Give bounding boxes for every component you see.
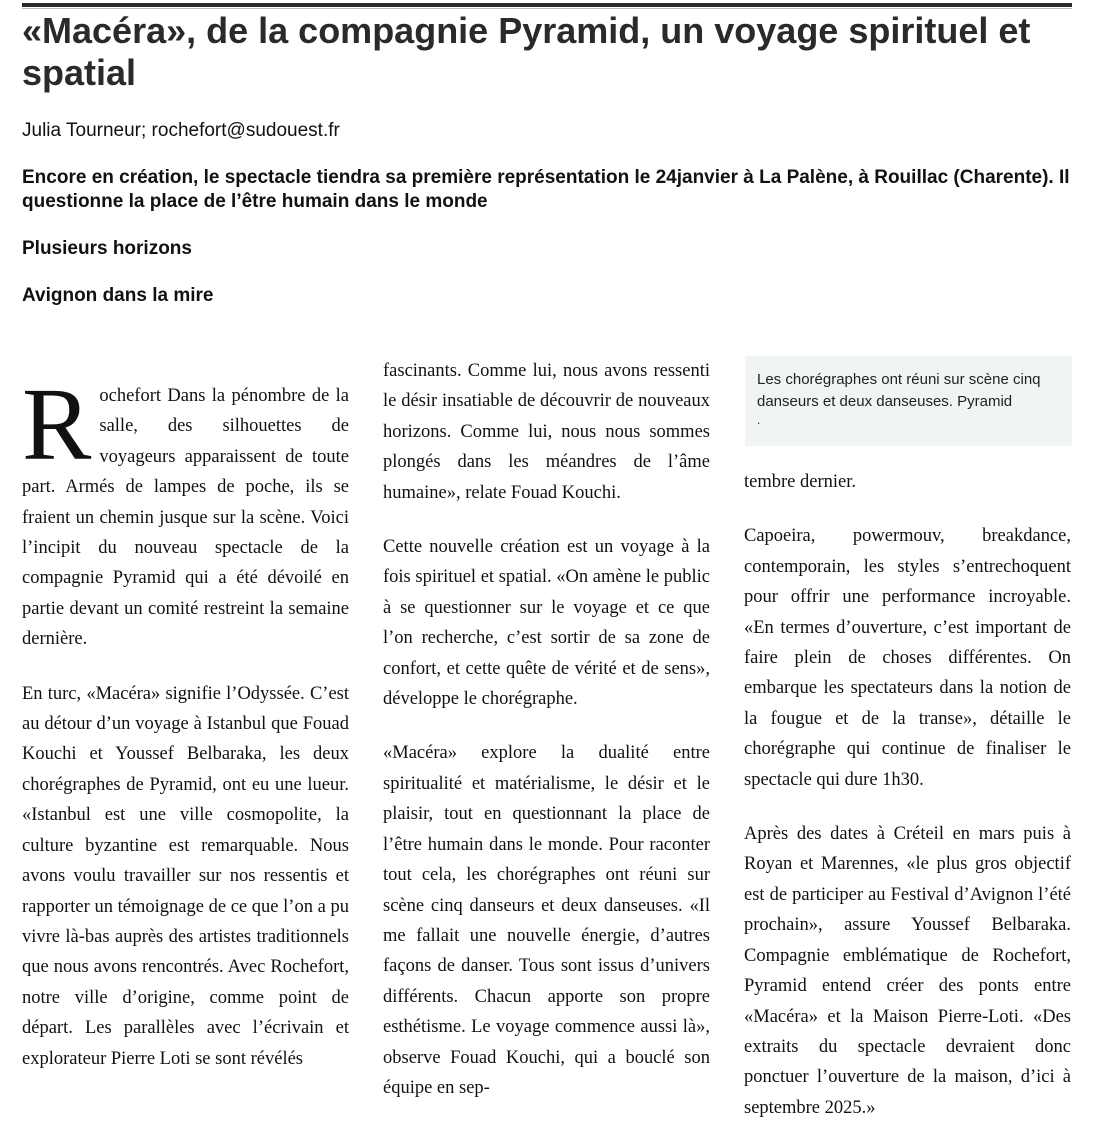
paragraph: Après des dates à Créteil en mars puis à Royan et Marennes, «le plus gros objectif est de participer au Festival d’Avignon l’été prochain», assure Youssef Belbaraka. Compagnie emblématique de Rochefort, Pyramid entend créer des ponts entre «Macéra» et la Maison Pierre-Loti. «Des extraits du spectacle devraient donc ponctuer l’ouverture de la maison, d’ici à septembre 2025.» xyxy=(744,824,1071,1118)
dropcap: R xyxy=(22,367,92,482)
column-2 xyxy=(383,356,710,1127)
article-title: «Macéra», de la compagnie Pyramid, un voyage spirituel et spatial xyxy=(22,10,1031,93)
paragraph: Capoeira, powermouv, breakdance, contemporain, les styles s’entrechoquent pour offrir une performance incroyable. «En termes d’ouverture, c’est important de faire plein de choses différentes. On embarque les spectateurs dans la notion de la fougue et de la transe», détaille le chorégraphe qui continue de finaliser le spectacle qui dure 1h30. xyxy=(744,526,1071,790)
paragraph xyxy=(22,367,349,655)
top-rule-thin xyxy=(22,8,1072,9)
byline[interactable]: Julia Tourneur; rochefort@sudouest.fr xyxy=(22,120,340,141)
article-lede: Encore en création, le spectacle tiendra sa première représentation le 24janvier à La Palène, à Rouillac (Charente). Il questionne la place de l’être humain dans le monde xyxy=(22,167,1070,212)
photo-caption xyxy=(745,356,1072,446)
caption-text: Les chorégraphes ont réuni sur scène cinq danseurs et deux danseuses. Pyramid xyxy=(757,371,1041,410)
top-rule xyxy=(22,3,1072,7)
paragraph: «Macéra» explore la dualité entre spiritualité et matérialisme, le désir et le plaisir, tout en questionnant la place de l’être humain dans le monde. Pour raconter tout cela, les chorégraphes ont réuni sur scène cinq danseurs et deux danseuses. «Il me fallait une nouvelle énergie, d’autres façons de danser. Tous sont issus d’univers différents. Chacun apporte son propre esthétisme. Le voyage commence aussi là», observe Fouad Kouchi, qui a bouclé son équipe en sep- xyxy=(383,743,710,1098)
paragraph: tembre dernier. xyxy=(744,472,856,492)
caption-dot: . xyxy=(757,413,761,427)
subhead-avignon: Avignon dans la mire xyxy=(22,285,214,306)
column-3 xyxy=(744,467,1071,1147)
column-1 xyxy=(22,367,349,1098)
subhead-plusieurs-horizons: Plusieurs horizons xyxy=(22,238,192,259)
paragraph: Cette nouvelle création est un voyage à la fois spirituel et spatial. «On amène le public à se questionner sur le voyage et ce que l’on recherche, c’est sortir de sa zone de confort, et cette quête de vérité et de sens», développe le chorégraphe. xyxy=(383,537,710,710)
paragraph-text: ochefort Dans la pénombre de la salle, des silhouettes de voyageurs apparaissent de toute part. Armés de lampes de poche, ils se fraient un chemin jusque sur la scène. Voici l’incipit du nouveau spectacle de la compagnie Pyramid qui a été dévoilé en partie devant un comité restreint la semaine dernière. xyxy=(22,386,349,650)
paragraph: fascinants. Comme lui, nous avons ressenti le désir insatiable de découvrir de nouveaux horizons. Comme lui, nous nous sommes plongés dans les méandres de l’âme humaine», relate Fouad Kouchi. xyxy=(383,361,710,503)
paragraph: En turc, «Macéra» signifie l’Odyssée. C’est au détour d’un voyage à Istanbul que Fouad Kouchi et Youssef Belbaraka, les deux chorégraphes de Pyramid, ont eu une lueur. «Istanbul est une ville cosmopolite, la culture byzantine est remarquable. Nous avons voulu travailler sur nos ressentis et rapporter un témoignage de ce que l’on a pu vivre là-bas auprès des artistes traditionnels que nous avons rencontrés. Avec Rochefort, notre ville d’origine, comme point de départ. Les parallèles avec l’écrivain et explorateur Pierre Loti se sont révélés xyxy=(22,683,349,1069)
